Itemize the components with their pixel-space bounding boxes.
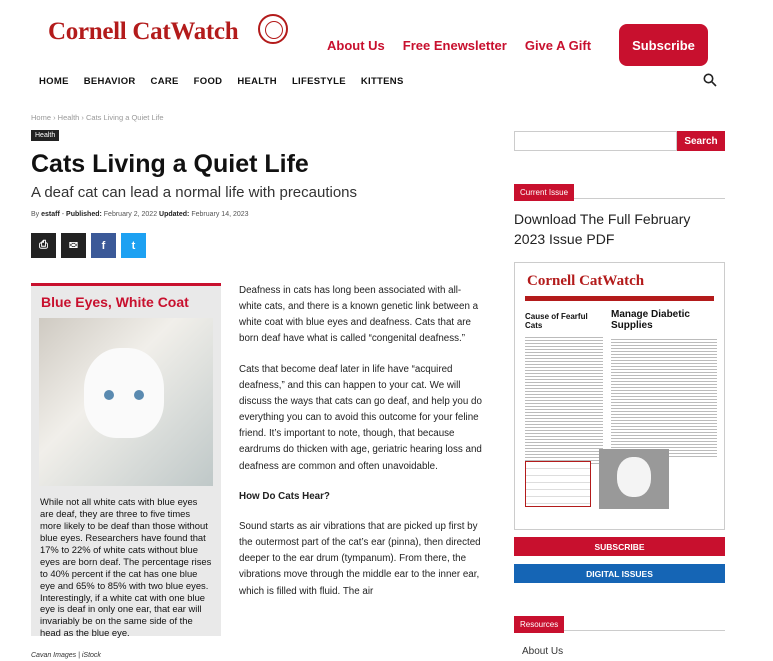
sidebar-figure [31, 283, 221, 639]
white-cat-photo [39, 318, 213, 486]
main-nav [39, 76, 404, 87]
cornell-seal-icon [258, 14, 288, 44]
nav-health[interactable]: HEALTH [237, 76, 277, 87]
figure-title: Blue Eyes, White Coat [41, 294, 189, 310]
sidebar-search-input[interactable] [514, 131, 677, 151]
paragraph: Deafness in cats has long been associated with all-white cats, and there is a known genetic link between a white coat with blue eyes and deafness. Cats that are born deaf have what is called “congenital deafness.” [239, 285, 479, 345]
current-issue-label: Current Issue [514, 184, 574, 201]
page-subtitle: A deaf cat can lead a normal life with precautions [31, 184, 358, 201]
article-body [239, 283, 483, 614]
issue-cover[interactable]: Cornell CatWatch Cause of Fearful Cats Manage Diabetic Supplies [514, 262, 725, 530]
nav-lifestyle[interactable]: LIFESTYLE [291, 76, 346, 87]
share-bar [31, 233, 146, 258]
figure-text: While not all white cats with blue eyes are deaf, they are three to five times more likely to be deaf than those without blue eyes. Researchers have found that 17% to 22% of white cats without blue eyes are born deaf. The percentage rises to 40% percent if the cat has one blue eye and 65% to 85% with two blue eyes. Interestingly, if a white cat with one blue eye is deaf in only one ear, that ear will invariably be on the same side of the head as the blue eye. [40, 496, 212, 639]
email-icon[interactable]: ✉ [61, 233, 86, 258]
nav-kittens[interactable]: KITTENS [360, 76, 404, 87]
site-logo[interactable]: Cornell CatWatch [48, 18, 288, 48]
nav-give-a-gift[interactable]: Give A Gift [524, 38, 592, 53]
about-us-link[interactable]: About Us [522, 646, 564, 657]
search-icon[interactable] [703, 73, 717, 87]
nav-food[interactable]: FOOD [193, 76, 223, 87]
nav-behavior[interactable]: BEHAVIOR [83, 76, 136, 87]
nav-care[interactable]: CARE [150, 76, 179, 87]
byline: By estaff - Published: February 2, 2022 Updated: February 14, 2023 [31, 211, 249, 218]
twitter-icon[interactable]: t [121, 233, 146, 258]
sidebar-search-button[interactable]: Search [677, 131, 725, 151]
resources-label: Resources [514, 616, 564, 633]
issue-download-link[interactable]: Download The Full February 2023 Issue PDF [514, 211, 691, 248]
nav-home[interactable]: HOME [39, 76, 69, 87]
nav-about-us[interactable]: About Us [327, 38, 385, 53]
facebook-icon[interactable]: f [91, 233, 116, 258]
author-link[interactable]: estaff [41, 211, 60, 218]
paragraph: Cats that become deaf later in life have “acquired deafness,” and this can happen to your cat. We will discuss the ways that cats can go deaf, and help you do everything you can to avoid this outcome for your feline friend. It’s important to note, though, that because eardrums do thicken with age, geriatric hearing loss and deafness are common and often unavoidable. [239, 363, 482, 472]
photo-credit: Cavan Images | iStock [31, 652, 101, 659]
paragraph: Sound starts as air vibrations that are picked up first by the outermost part of the cat’s ear (pinna), then directed deeper to the ear drum (tympanum). From there, the vibrations move through the middle ear to the inner ear, which is filled with fluid. The air [239, 520, 481, 597]
digital-issues-button[interactable]: DIGITAL ISSUES [514, 564, 725, 583]
breadcrumb[interactable]: Home › Health › Cats Living a Quiet Life [31, 113, 164, 122]
page-title: Cats Living a Quiet Life [31, 150, 309, 178]
print-icon[interactable]: ⎙ [31, 233, 56, 258]
category-tag[interactable]: Health [31, 130, 59, 141]
subscribe-button[interactable]: Subscribe [619, 24, 708, 66]
section-heading: How Do Cats Hear? [239, 490, 330, 502]
top-nav [327, 38, 591, 53]
sidebar-subscribe-button[interactable]: SUBSCRIBE [514, 537, 725, 556]
cover-cat-photo [599, 449, 669, 509]
nav-free-enewsletter[interactable]: Free Enewsletter [402, 38, 507, 53]
